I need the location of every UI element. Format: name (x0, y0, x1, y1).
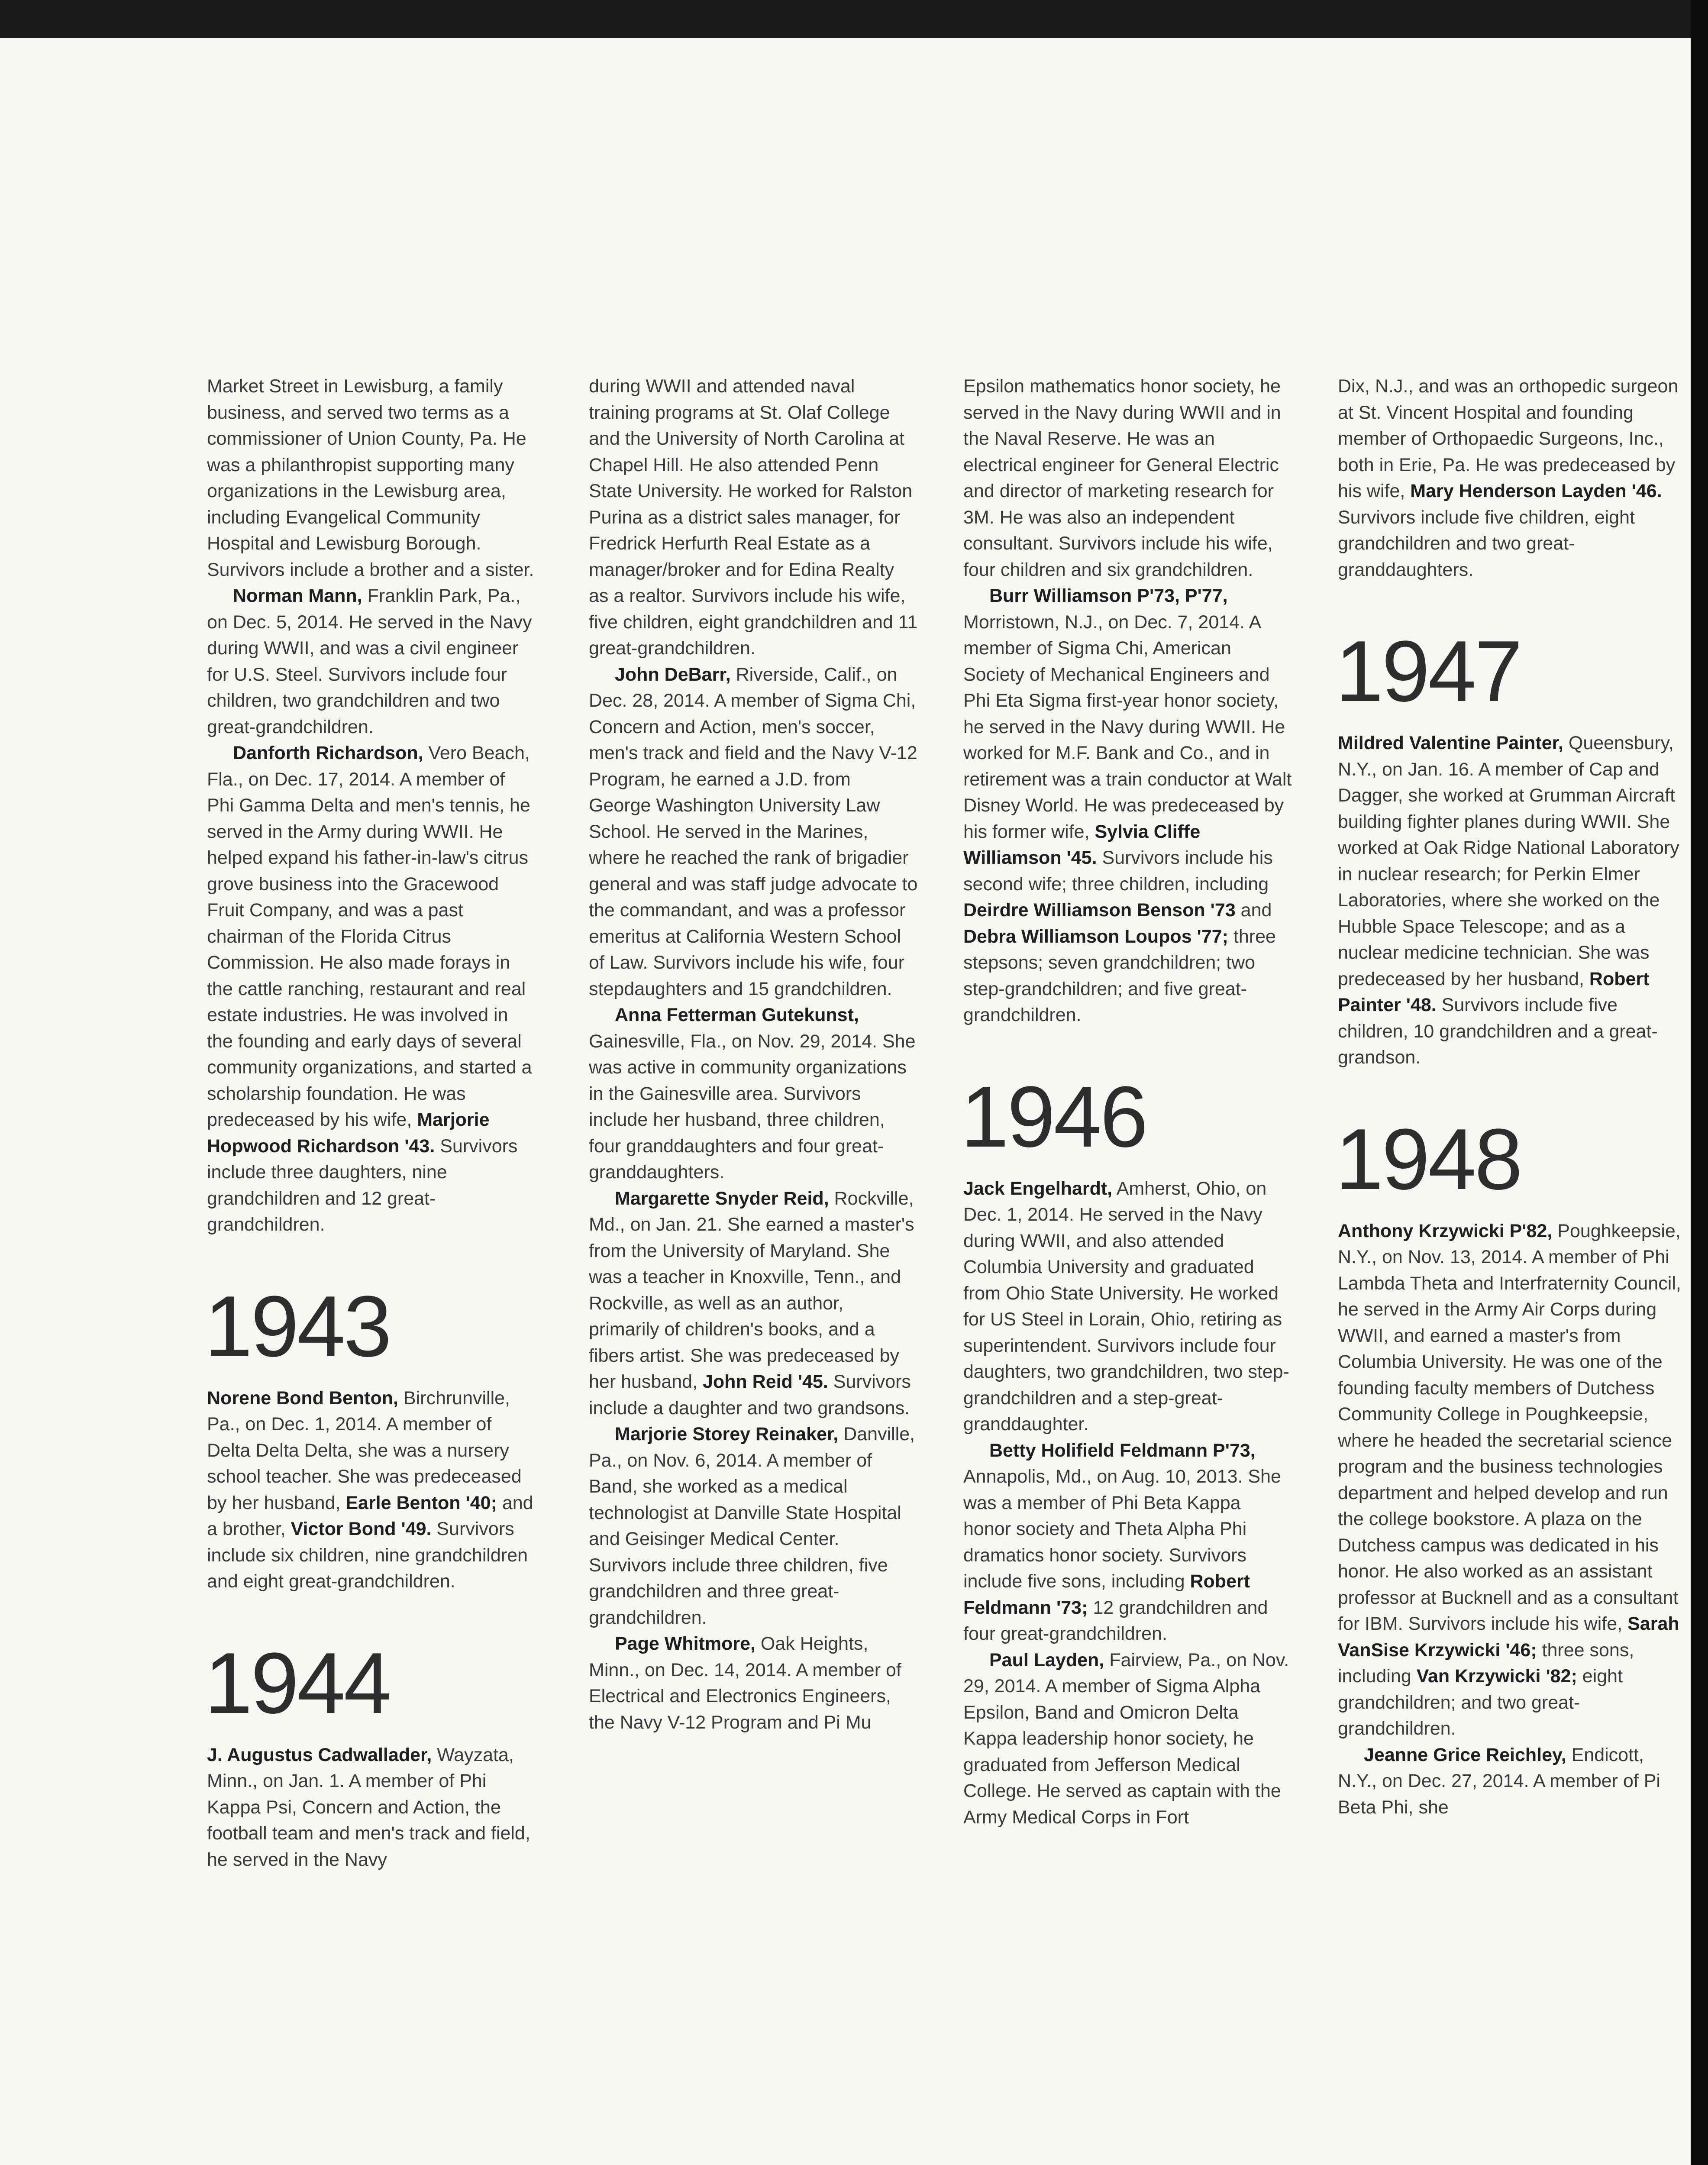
obituary-text: Fairview, Pa., on Nov. 29, 2014. A member of Sigma Alpha Epsilon, Band and Omicron Delta Kappa leadership honor society, he graduated from Jefferson Medical College. He served as captain with the Army Medical Corps in Fort (963, 1649, 1289, 1828)
obituary-text: Morristown, N.J., on Dec. 7, 2014. A member of Sigma Chi, American Society of Mechanical Engineers and Phi Eta Sigma first-year honor society, he served in the Navy during WWII. He worked for M.F. Bank and Co., and in retirement was a train conductor at Walt Disney World. He was predeceased by his former wife, (963, 611, 1292, 842)
obituary-paragraph (963, 1176, 1292, 1438)
alumni-name: Jack Engelhardt, (963, 1178, 1113, 1199)
obituary-text: Wayzata, Minn., on Jan. 1. A member of Phi Kappa Psi, Concern and Action, the football team and men's track and field, he served in the Navy (207, 1744, 530, 1870)
alumni-name: Paul Layden, (989, 1649, 1104, 1671)
obituary-text: Poughkeepsie, N.Y., on Nov. 13, 2014. A member of Phi Lambda Theta and Interfraternity Council, he served in the Army Air Corps during WWII, and earned a master's from Columbia University. He was one of the founding faculty members of Dutchess Community College in Poughkeepsie, where he headed the secretarial science program and the business technologies department and helped develop and run the college bookstore. A plaza on the Dutchess campus was dedicated in his honor. He also worked as an assistant professor at Bucknell and as a consultant for IBM. Survivors include his wife, (1338, 1220, 1681, 1634)
scan-edge (1691, 0, 1708, 2165)
alumni-name: John DeBarr, (615, 664, 731, 685)
obituary-text: Survivors include his second wife; three children, including (963, 847, 1273, 895)
obituary-paragraph (1338, 1742, 1684, 1821)
obituary-text: Survivors include six children, nine grandchildren and eight great-grandchildren. (207, 1519, 528, 1592)
alumni-name: Earle Benton '40; (345, 1492, 497, 1513)
class-year-heading: 1946 (961, 1068, 1146, 1165)
obituary-text: Gainesville, Fla., on Nov. 29, 2014. She was active in community organizations in the Gainesville area. Survivors include her husband, three children, four granddaughters and four great-granddaughters. (589, 1031, 916, 1183)
obituary-text: Birchrunville, Pa., on Dec. 1, 2014. A member of Delta Delta Delta, she was a nursery school teacher. She was predeceased by her husband, (207, 1387, 522, 1513)
alumni-name: Deirdre Williamson Benson '73 (963, 900, 1236, 921)
alumni-name: Betty Holifield Feldmann P'73, (989, 1440, 1256, 1461)
obituary-paragraph (963, 1647, 1292, 1831)
alumni-name: Robert Feldmann '73; (963, 1571, 1250, 1618)
obituary-paragraph (207, 583, 536, 740)
obituary-paragraph (589, 1631, 918, 1735)
alumni-name: Mildred Valentine Painter, (1338, 733, 1563, 753)
alumni-name: Marjorie Hopwood Richardson '43. (207, 1109, 490, 1157)
obituary-text: three stepsons; seven grandchildren; two step-grandchildren; and five great-grandchildren. (963, 926, 1276, 1025)
obituary-paragraph (589, 662, 918, 1002)
obituary-paragraph (207, 373, 536, 583)
obituary-text: Survivors include five children, 10 grandchildren and a great-grandson. (1338, 995, 1658, 1068)
obituary-text: during WWII and attended naval training programs at St. Olaf College and the University of North Carolina at Chapel Hill. He also attended Penn State University. He worked for Ralston Purina as a district sales manager, for Fredrick Herfurth Real Estate as a manager/broker and for Edina Realty as a realtor. Survivors include his wife, five children, eight grandchildren and 11 great-grandchildren. (589, 376, 918, 659)
alumni-name: Mary Henderson Layden '46. (1410, 481, 1662, 501)
class-year-heading: 1947 (1335, 623, 1521, 720)
alumni-name: Debra Williamson Loupos '77; (963, 926, 1228, 947)
obituary-paragraph (207, 740, 536, 1238)
alumni-name: Norman Mann, (233, 585, 362, 606)
obituary-text: Riverside, Calif., on Dec. 28, 2014. A member of Sigma Chi, Concern and Action, men's soccer, men's track and field and the Navy V-12 Program, he earned a J.D. from George Washington University Law School. He served in the Marines, where he reached the rank of brigadier general and was staff judge advocate to the commandant, and was a professor emeritus at California Western School of Law. Survivors include his wife, four stepdaughters and 15 grandchildren. (589, 664, 918, 999)
obituary-text: Endicott, N.Y., on Dec. 27, 2014. A member of Pi Beta Phi, she (1338, 1744, 1660, 1818)
obituary-text: and (1235, 900, 1272, 921)
alumni-name: John Reid '45. (702, 1371, 828, 1392)
obituary-text: Vero Beach, Fla., on Dec. 17, 2014. A member of Phi Gamma Delta and men's tennis, he served in the Army during WWII. He helped expand his father-in-law's citrus grove business into the Gracewood Fruit Company, and was a past chairman of the Florida Citrus Commission. He also made forays in the cattle ranching, restaurant and real estate industries. He was involved in the founding and early days of several community organizations, and started a scholarship foundation. He was predeceased by his wife, (207, 743, 532, 1130)
class-year-heading: 1944 (204, 1635, 390, 1732)
obituary-paragraph (589, 1186, 918, 1422)
obituary-paragraph (589, 373, 918, 662)
column-1 (204, 373, 536, 1873)
alumni-name: Margarette Snyder Reid, (615, 1188, 829, 1209)
alumni-name: Page Whitmore, (615, 1633, 756, 1654)
obituary-text: Market Street in Lewisburg, a family business, and served two terms as a commissioner of Union County, Pa. He was a philanthropist supporting many organizations in the Lewisburg area, including Evangelical Community Hospital and Lewisburg Borough. Survivors include a brother and a sister. (207, 376, 534, 580)
obituary-text: Dix, N.J., and was an orthopedic surgeon at St. Vincent Hospital and founding member of Orthopaedic Surgeons, Inc., both in Erie, Pa. He was predeceased by his wife, (1338, 376, 1679, 501)
obituary-paragraph (207, 1385, 536, 1595)
obituary-text: eight grandchildren; and two great-grandchildren. (1338, 1666, 1623, 1739)
obituary-paragraph (207, 1742, 536, 1873)
obituary-text: Amherst, Ohio, on Dec. 1, 2014. He served in the Navy during WWII, and also attended Columbia University and graduated from Ohio State University. He worked for US Steel in Lorain, Ohio, retiring as superintendent. Survivors include four daughters, two grandchildren, two step-grandchildren and a step-great-granddaughter. (963, 1178, 1289, 1435)
obituary-text: Survivors include a daughter and two grandsons. (589, 1371, 911, 1419)
obituary-paragraph (963, 1438, 1292, 1647)
obituary-paragraph (589, 1421, 918, 1631)
column-4 (1335, 373, 1684, 1820)
alumni-name: Danforth Richardson, (233, 743, 423, 763)
alumni-name: Anthony Krzywicki P'82, (1338, 1220, 1553, 1241)
obituary-text: Rockville, Md., on Jan. 21. She earned a master's from the University of Maryland. She was a teacher in Knoxville, Tenn., and Rockville, as well as an author, primarily of children's books, and a fibers artist. She was predeceased by her husband, (589, 1188, 914, 1392)
alumni-name: Burr Williamson P'73, P'77, (989, 585, 1228, 606)
obituary-paragraph (963, 583, 1292, 1028)
alumni-name: Van Krzywicki '82; (1416, 1666, 1577, 1687)
alumni-name: Victor Bond '49. (291, 1519, 432, 1539)
obituary-paragraph (1338, 730, 1684, 1071)
obituary-text: Survivors include five children, eight grandchildren and two great-granddaughters. (1338, 507, 1635, 580)
class-year-heading: 1943 (204, 1278, 390, 1375)
class-year-heading: 1948 (1335, 1111, 1521, 1208)
alumni-name: Sylvia Cliffe Williamson '45. (963, 821, 1201, 868)
alumni-name: Jeanne Grice Reichley, (1364, 1744, 1566, 1765)
obituary-paragraph (963, 373, 1292, 583)
obituary-text: three sons, including (1338, 1639, 1634, 1687)
obituary-text: Oak Heights, Minn., on Dec. 14, 2014. A member of Electrical and Electronics Engineers, the Navy V-12 Program and Pi Mu (589, 1633, 901, 1733)
alumni-name: Sarah VanSise Krzywicki '46; (1338, 1613, 1679, 1661)
obituary-text: Epsilon mathematics honor society, he served in the Navy during WWII and in the Naval Reserve. He was an electrical engineer for General Electric and director of marketing research for 3M. He was also an independent consultant. Survivors include his wife, four children and six grandchildren. (963, 376, 1281, 580)
obituary-text: Franklin Park, Pa., on Dec. 5, 2014. He served in the Navy during WWII, and was a civil engineer for U.S. Steel. Survivors include four children, two grandchildren and two great-grandchildren. (207, 585, 532, 737)
alumni-name: Anna Fetterman Gutekunst, (615, 1005, 859, 1025)
obituary-text: Queensbury, N.Y., on Jan. 16. A member of Cap and Dagger, she worked at Grumman Aircraft building fighter planes during WWII. She worked at Oak Ridge National Laboratory in nuclear research; for Perkin Elmer Laboratories, where she worked on the Hubble Space Telescope; and as a nuclear medicine technician. She was predeceased by her husband, (1338, 733, 1679, 989)
obituary-paragraph (1338, 1218, 1684, 1742)
alumni-name: J. Augustus Cadwallader, (207, 1744, 432, 1765)
alumni-name: Marjorie Storey Reinaker, (615, 1424, 839, 1444)
alumni-name: Norene Bond Benton, (207, 1387, 398, 1409)
obituary-text: 12 grandchildren and four great-grandchildren. (963, 1597, 1268, 1644)
obituary-text: and a brother, (207, 1492, 533, 1539)
alumni-name: Robert Painter '48. (1338, 968, 1650, 1015)
obituary-text: Annapolis, Md., on Aug. 10, 2013. She was a member of Phi Beta Kappa honor society and Theta Alpha Phi dramatics honor society. Survivors include five sons, including (963, 1466, 1281, 1592)
column-2 (589, 373, 918, 1735)
obituary-paragraph (1338, 373, 1684, 583)
column-3 (963, 373, 1292, 1830)
obituary-paragraph (589, 1002, 918, 1186)
obituary-text: Danville, Pa., on Nov. 6, 2014. A member of Band, she worked as a medical technologist at Danville State Hospital and Geisinger Medical Center. Survivors include three children, five grandchildren and three great-grandchildren. (589, 1424, 915, 1628)
obituary-text: Survivors include three daughters, nine grandchildren and 12 great-grandchildren. (207, 1135, 518, 1235)
